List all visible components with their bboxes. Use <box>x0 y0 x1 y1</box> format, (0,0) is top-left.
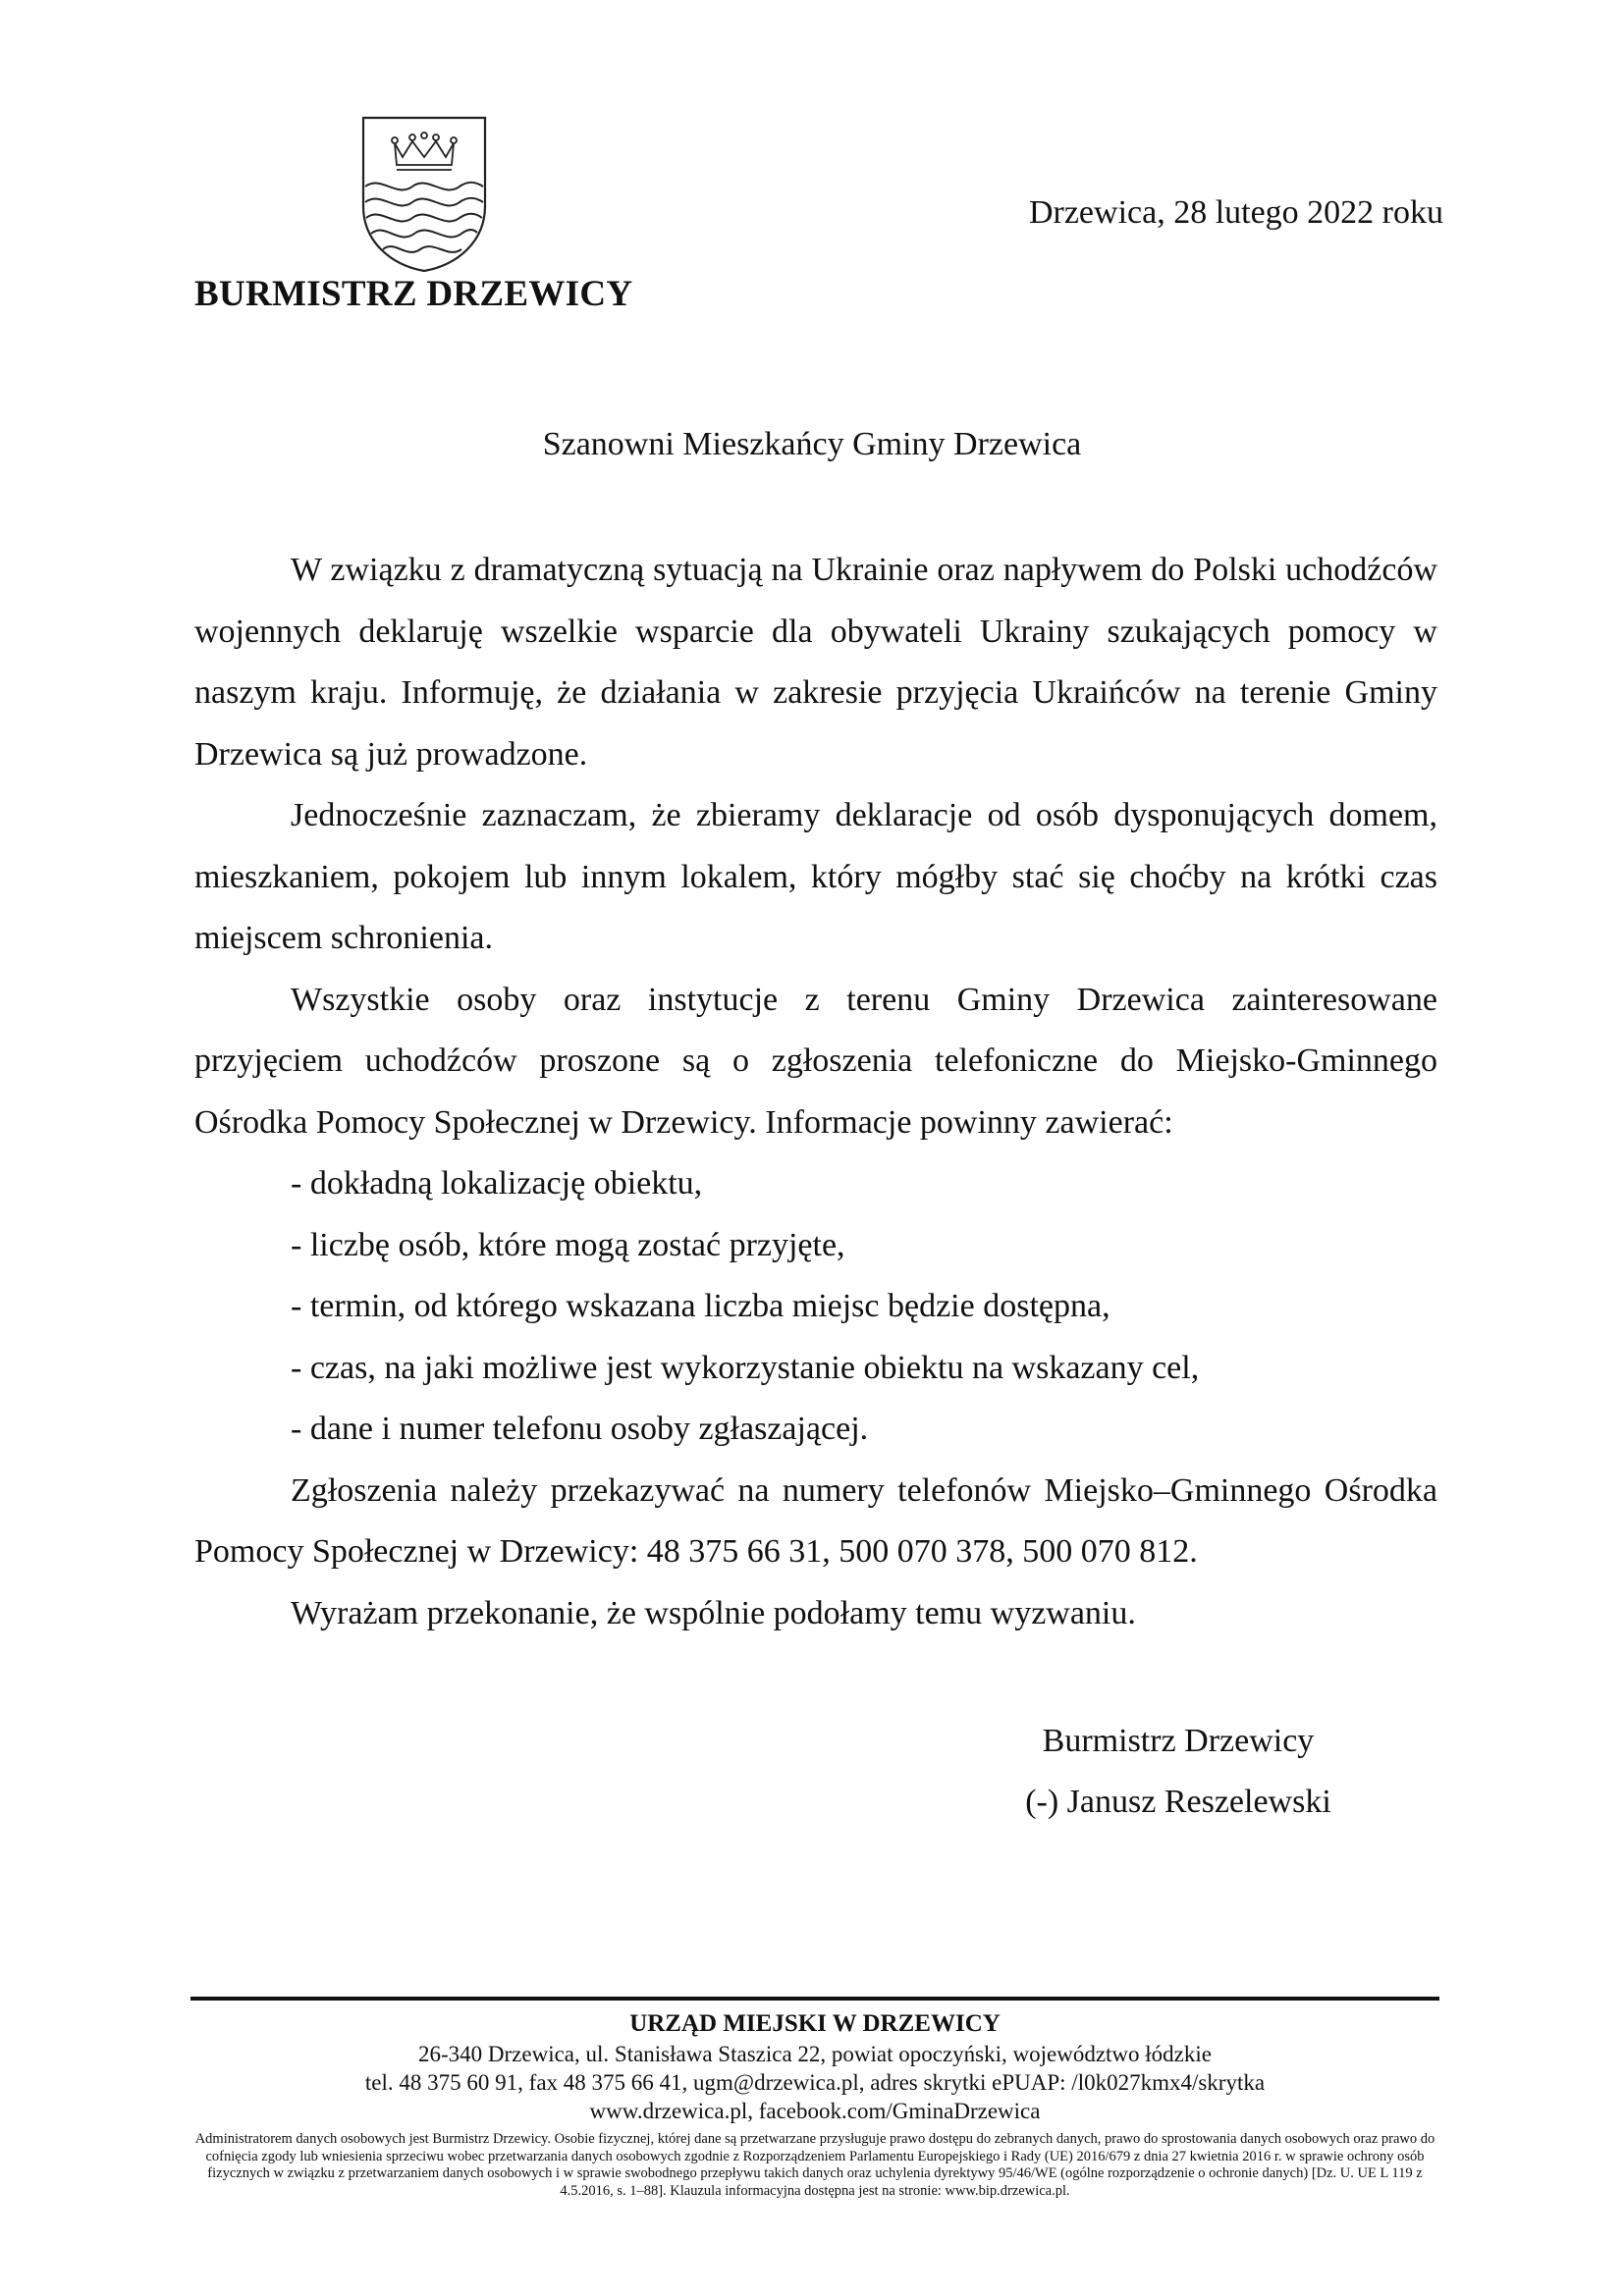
list-item: - liczbę osób, które mogą zostać przyjęte, <box>291 1226 845 1263</box>
paragraph: Jednocześnie zaznaczam, że zbieramy deklaracje od osób dysponujących domem, mieszkaniem, pokojem lub innym lokalem, który mógłby stać się choćby na krótki czas miejscem schronienia. <box>194 797 1437 956</box>
letter-body <box>194 540 1437 1644</box>
paragraph: Zgłoszenia należy przekazywać na numery telefonów Miejsko–Gminnego Ośrodka Pomocy Społecznej w Drzewicy: 48 375 66 31, 500 070 378, 500 070 812. <box>194 1471 1437 1570</box>
signature-name: (-) Janusz Reszelewski <box>1025 1784 1331 1820</box>
paragraph: W związku z dramatyczną sytuacją na Ukrainie oraz napływem do Polski uchodźców wojennych deklaruję wszelkie wsparcie dla obywateli Ukrainy szukających pomocy w naszym kraju. Informuję, że działania w zakresie przyjęcia Ukraińców na terenie Gminy Drzewica są już prowadzone. <box>194 552 1437 773</box>
letter-date: Drzewica, 28 lutego 2022 roku <box>1028 194 1443 231</box>
footer-divider <box>190 1997 1439 2001</box>
coat-of-arms-icon <box>359 116 489 273</box>
salutation: Szanowni Mieszkańcy Gminy Drzewica <box>542 426 1082 462</box>
paragraph: Wyrażam przekonanie, że wspólnie podołamy temu wyzwaniu. <box>291 1594 1136 1631</box>
signature-block <box>982 1711 1375 1833</box>
paragraph: Wszystkie osoby oraz instytucje z terenu Gminy Drzewica zainteresowane przyjęciem uchodźców proszone są o zgłoszenia telefoniczne do Miejsko-Gminnego Ośrodka Pomocy Społecznej w Drzewicy. Informacje powinny zawierać: <box>194 981 1437 1141</box>
signature-title: Burmistrz Drzewicy <box>1042 1723 1315 1759</box>
list-item: - czas, na jaki możliwe jest wykorzystanie obiektu na wskazany cel, <box>291 1349 1200 1386</box>
issuer-title: BURMISTRZ DRZEWICY <box>194 274 633 314</box>
footer-office-name: URZĄD MIEJSKI W DRZEWICY <box>629 2010 1001 2037</box>
list-item: - termin, od którego wskazana liczba miejsc będzie dostępna, <box>291 1288 1110 1324</box>
footer-contact: tel. 48 375 60 91, fax 48 375 66 41, ugm@drzewica.pl, adres skrytki ePUAP: /l0k027kmx4/skrytka <box>364 2070 1266 2095</box>
list-item: - dane i numer telefonu osoby zgłaszającej. <box>291 1411 869 1447</box>
list-item: - dokładną lokalizację obiektu, <box>291 1165 703 1201</box>
footer-address: 26-340 Drzewica, ul. Stanisława Staszica 22, powiat opoczyński, województwo łódzkie <box>418 2042 1212 2066</box>
requirements-list <box>194 1153 1437 1461</box>
footer <box>190 2008 1439 2200</box>
footer-web: www.drzewica.pl, facebook.com/GminaDrzewica <box>589 2099 1041 2123</box>
footer-legal-notice: Administratorem danych osobowych jest Burmistrz Drzewicy. Osobie fizycznej, której dane są przetwarzane przysługuje prawo dostępu do zebranych danych, prawo do sprostowania danych osobowych oraz prawo do cofnięcia zgody lub wniesienia sprzeciwu wobec przetwarzania danych osobowych zgodnie z Rozporządzeniem Parlamentu Europejskiego i Rady (UE) 2016/679 z dnia 27 kwietnia 2016 r. w sprawie ochrony osób fizycznych w związku z przetwarzaniem danych osobowych i w sprawie swobodnego przepływu takich danych oraz uchylenia dyrektywy 95/46/WE (ogólne rozporządzenie o ochronie danych) [Dz. U. UE L 119 z 4.5.2016, s. 1–88]. Klauzula informacyjna dostępna jest na stronie: www.bip.drzewica.pl. <box>194 2131 1435 2199</box>
